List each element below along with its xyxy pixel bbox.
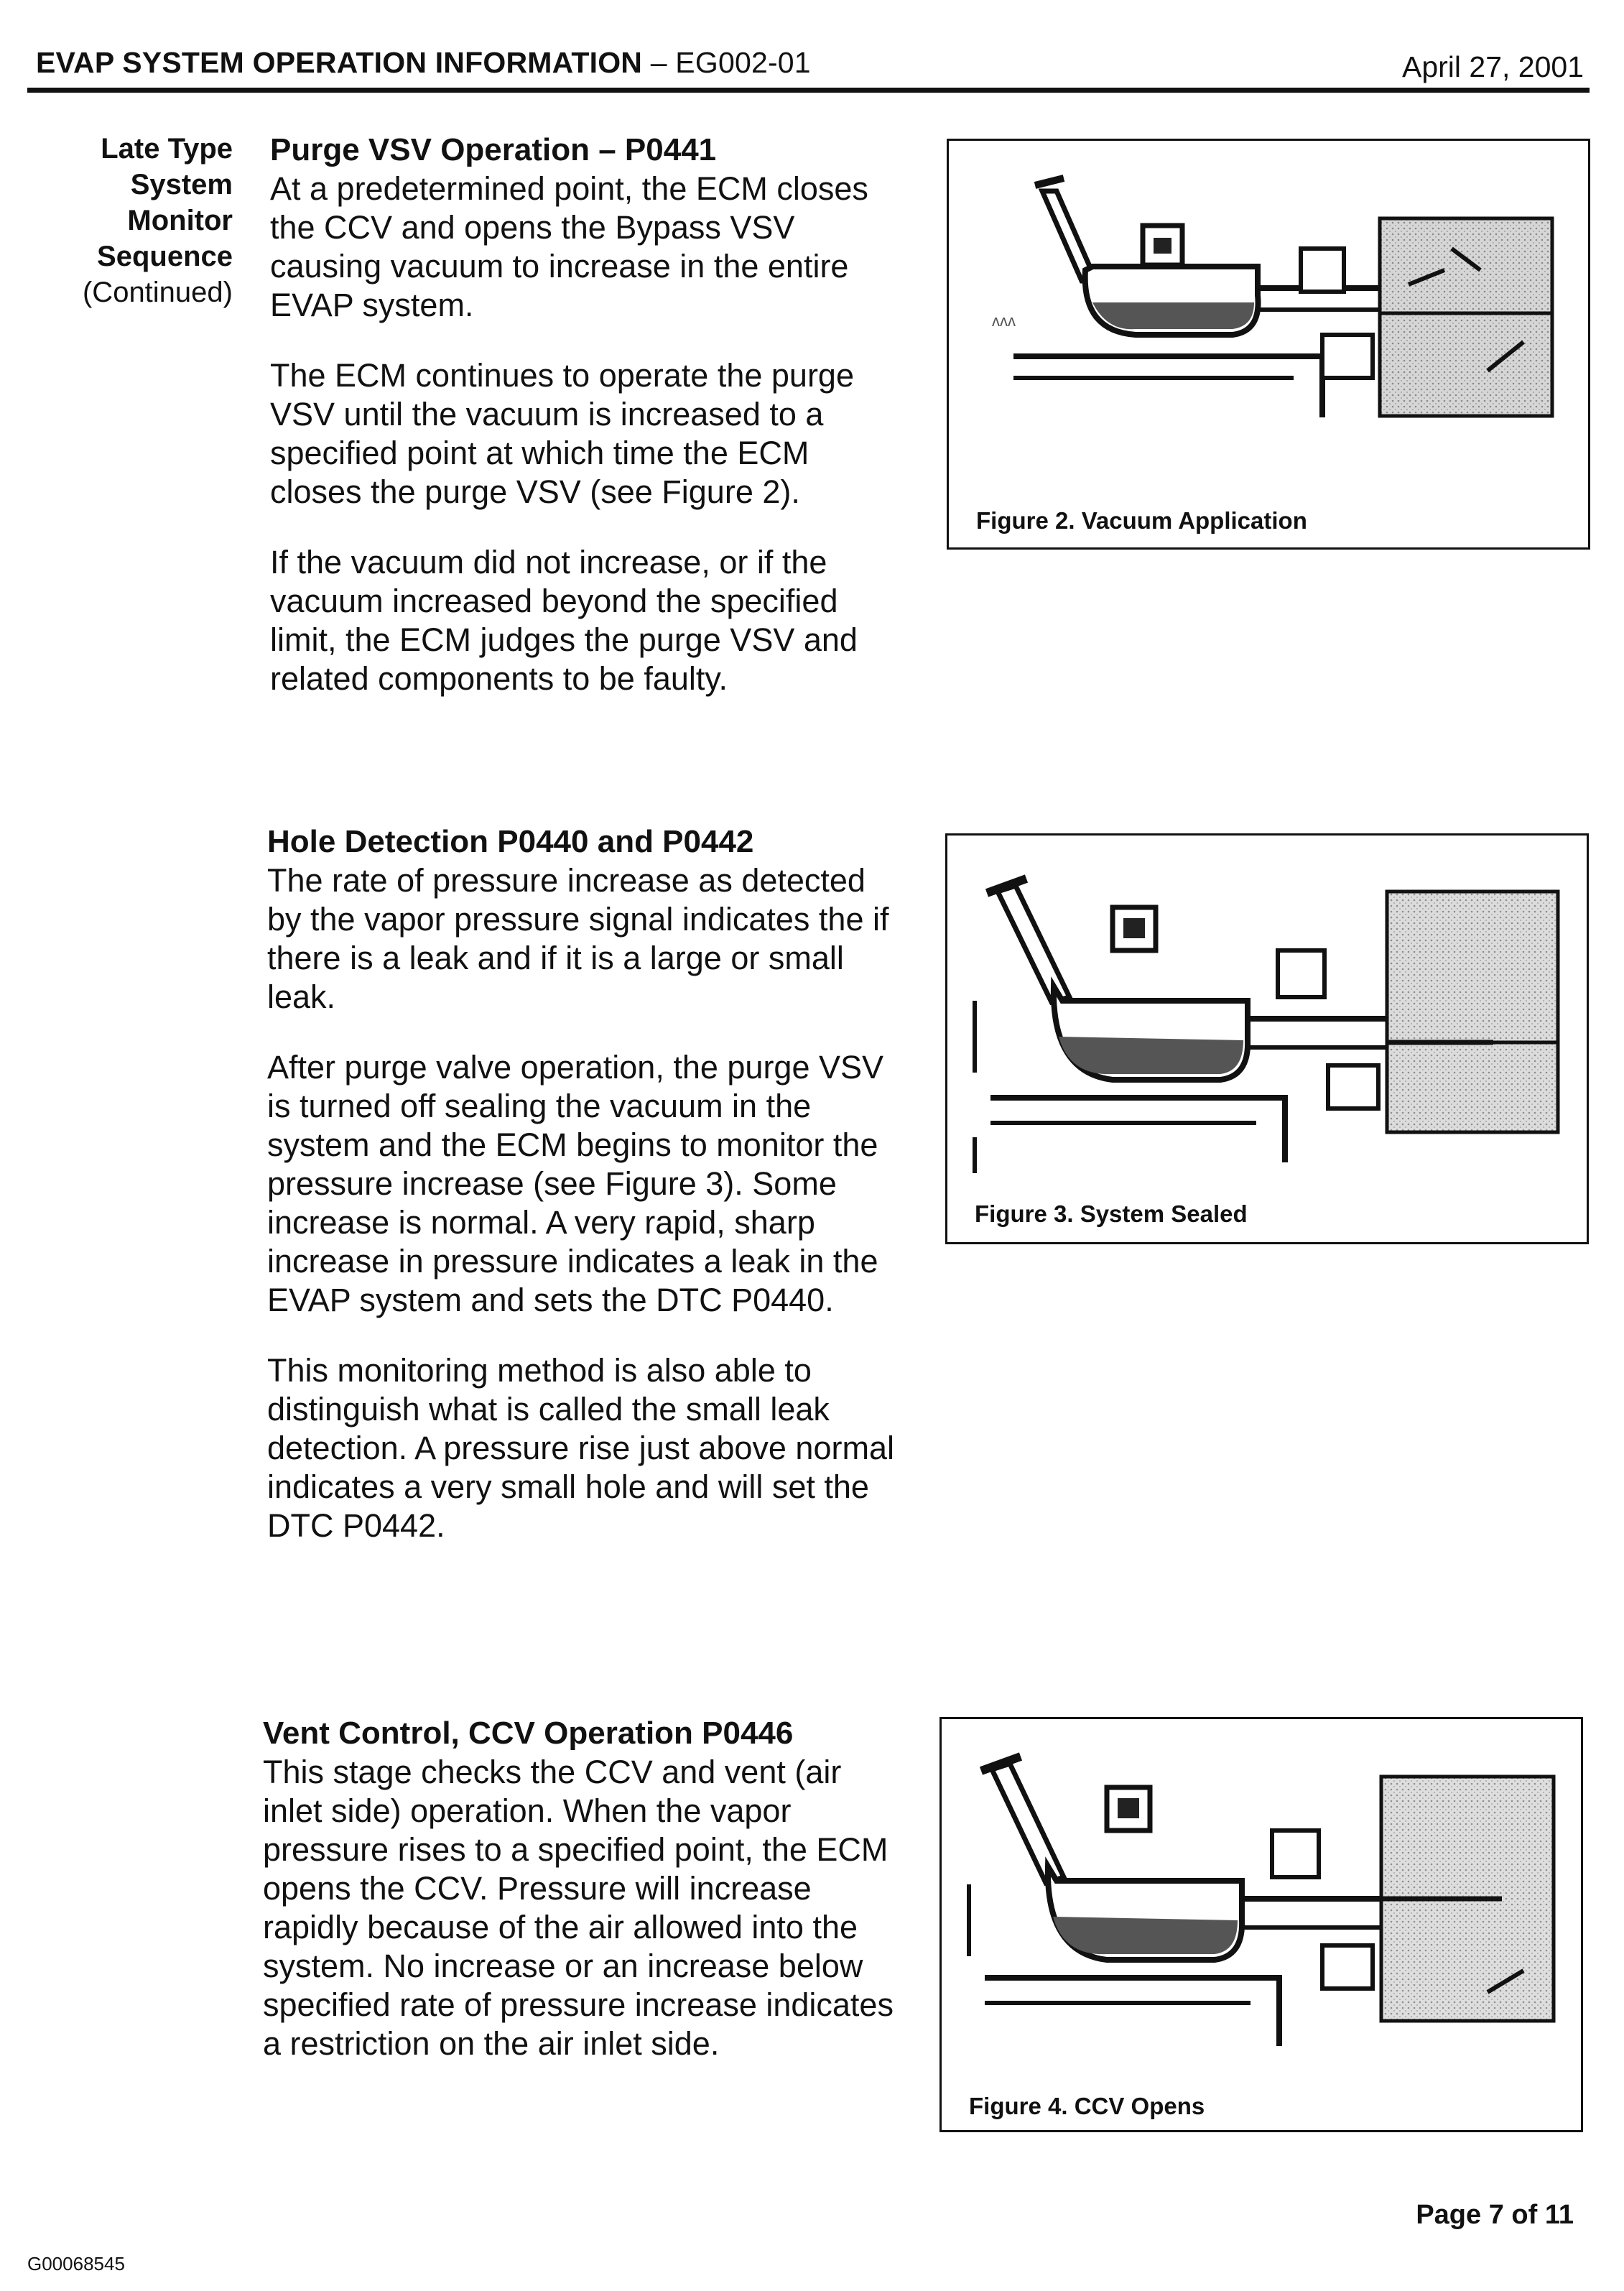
document-title	[36, 46, 811, 80]
paragraph: At a predetermined point, the ECM closes the CCV and opens the Bypass VSV causing vacuum to increase in the entire EVAP system.	[270, 170, 868, 323]
side-heading-continued: (Continued)	[82, 277, 233, 308]
paragraph: After purge valve operation, the purge VSV is turned off sealing the vacuum in the system and the ECM begins to monitor the pressure increase (see Figure 3). Some increase is normal. A very rapid, sharp increase in pressure indicates a leak in the EVAP system and sets the DTC P0440.	[267, 1049, 884, 1318]
figure-caption: Figure 3. System Sealed	[975, 1200, 1248, 1227]
section-purge-vsv	[270, 131, 902, 730]
evap-diagram-image	[947, 836, 1587, 1242]
header-rule	[27, 88, 1590, 93]
paragraph: The rate of pressure increase as detected by the vapor pressure signal indicates the if there is a leak and if it is a large or small leak.	[267, 862, 889, 1015]
section-title: Purge VSV Operation – P0441	[270, 132, 717, 167]
side-heading-line: Monitor	[127, 205, 233, 236]
paragraph: If the vacuum did not increase, or if the vacuum increased beyond the specified limit, the ECM judges the purge VSV and related components to be faulty.	[270, 544, 858, 697]
paragraph: This monitoring method is also able to distinguish what is called the small leak detection. A pressure rise just above normal indicates a very small hole and will set the DTC P0442.	[267, 1352, 894, 1544]
document-date: April 27, 2001	[1401, 50, 1584, 83]
document-id: G00068545	[27, 2253, 125, 2274]
figure-caption: Figure 4. CCV Opens	[969, 2093, 1205, 2119]
svg-text:ʌʌʌ: ʌʌʌ	[992, 312, 1016, 330]
section-vent-control	[263, 1714, 895, 2095]
page-number: Page 7 of 11	[1416, 2200, 1574, 2230]
evap-diagram-image	[949, 141, 1588, 547]
section-title: Hole Detection P0440 and P0442	[267, 824, 754, 859]
title-text: EVAP SYSTEM OPERATION INFORMATION	[36, 46, 643, 79]
figure-2	[947, 139, 1590, 550]
section-title: Vent Control, CCV Operation P0446	[263, 1716, 794, 1751]
figure-caption: Figure 2. Vacuum Application	[976, 507, 1307, 534]
figure-3	[945, 833, 1589, 1244]
side-heading	[57, 131, 233, 310]
figure-4	[939, 1717, 1583, 2132]
evap-diagram-image	[942, 1719, 1581, 2130]
document-code: – EG002-01	[650, 46, 811, 79]
paragraph: This stage checks the CCV and vent (air inlet side) operation. When the vapor pressure rises to a specified point, the ECM opens the CCV. Pressure will increase rapidly because of the air allowed into the system. No increase or an increase below specified rate of pressure increase indicates a restriction on the air inlet side.	[263, 1754, 894, 2062]
section-hole-detection	[267, 823, 899, 1577]
side-heading-line: System	[130, 169, 233, 200]
side-heading-line: Sequence	[97, 241, 233, 272]
paragraph: The ECM continues to operate the purge VSV until the vacuum is increased to a specified point at which time the ECM closes the purge VSV (see Figure 2).	[270, 357, 854, 510]
side-heading-line: Late Type	[101, 133, 233, 165]
